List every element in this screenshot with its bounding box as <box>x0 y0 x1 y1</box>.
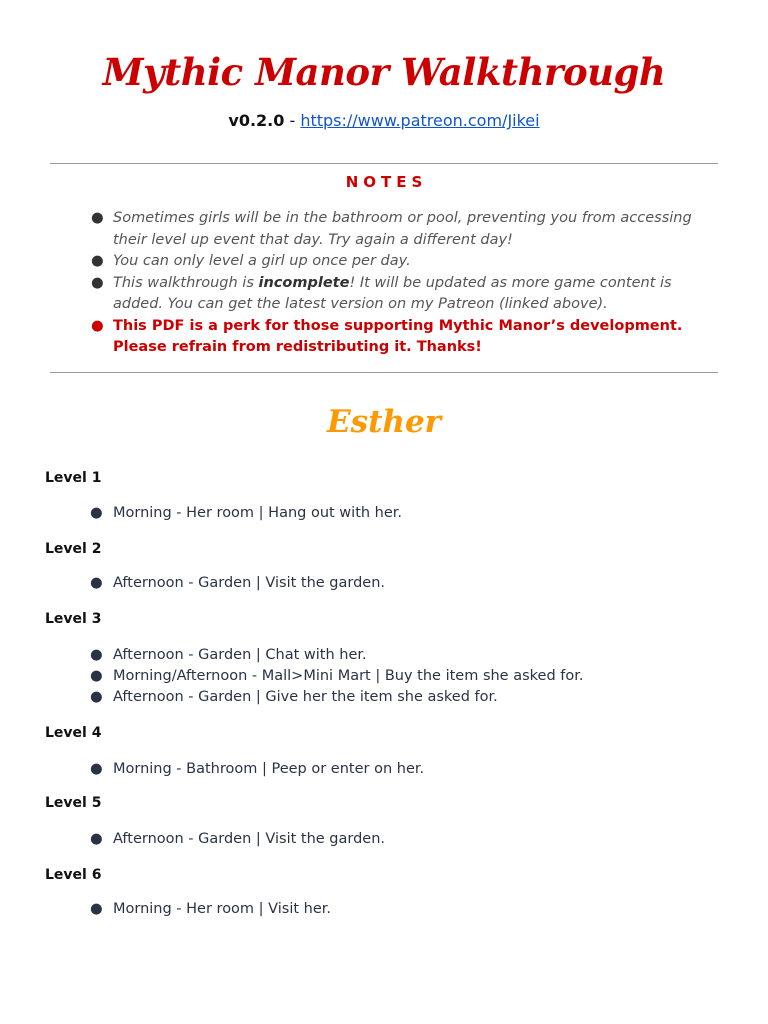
step-text: Afternoon - Garden | Visit the garden. <box>113 831 386 847</box>
step-list <box>90 829 385 850</box>
level-heading: Level 5 <box>45 795 102 811</box>
bullet-icon: ● <box>90 761 103 777</box>
notes-list <box>50 208 725 359</box>
step-text: Morning - Her room | Visit her. <box>113 901 332 917</box>
step-list <box>90 645 584 708</box>
note-text-pre: This walkthrough is <box>113 274 259 291</box>
bullet-icon: ● <box>90 901 103 917</box>
note-text-emphasis: incomplete <box>258 274 350 291</box>
level-heading: Level 1 <box>45 470 102 486</box>
step-item <box>90 645 584 666</box>
bullet-icon: ● <box>90 647 103 663</box>
step-text: Morning - Her room | Hang out with her. <box>113 505 403 521</box>
step-text: Morning/Afternoon - Mall>Mini Mart | Buy the item she asked for. <box>113 668 584 684</box>
note-item <box>50 251 725 273</box>
step-text: Afternoon - Garden | Give her the item she asked for. <box>113 689 498 705</box>
step-list <box>90 759 424 780</box>
step-text: Afternoon - Garden | Chat with her. <box>113 647 367 663</box>
step-list <box>90 503 402 524</box>
step-text: Afternoon - Garden | Visit the garden. <box>113 575 386 591</box>
notes-heading: NOTES <box>345 173 428 191</box>
note-text: This PDF is a perk for those supporting Mythic Manor’s development. Please refrain from redistributing it. Thanks! <box>113 317 683 355</box>
bullet-icon: ● <box>90 575 103 591</box>
level-heading: Level 6 <box>45 867 102 883</box>
patreon-link[interactable]: https://www.patreon.com/Jikei <box>300 111 540 130</box>
level-heading: Level 4 <box>45 725 102 741</box>
note-item-warning <box>50 316 725 359</box>
bullet-icon: ● <box>91 253 104 269</box>
step-item <box>90 759 424 780</box>
step-item <box>90 687 584 708</box>
version-number: v0.2.0 <box>228 111 285 130</box>
note-text-post: ! It will be updated as more game content is added. You can get the latest version on my Patreon (linked above). <box>113 274 672 312</box>
bullet-icon: ● <box>91 317 104 334</box>
step-item <box>90 503 402 524</box>
top-divider <box>50 163 718 164</box>
step-item <box>90 573 385 594</box>
bullet-icon: ● <box>90 689 103 705</box>
document-title: Mythic Manor Walkthrough <box>102 50 666 94</box>
note-text: You can only level a girl up once per day. <box>113 253 411 269</box>
bullet-icon: ● <box>91 210 104 226</box>
note-item <box>50 273 725 316</box>
level-heading: Level 2 <box>45 541 102 557</box>
bullet-icon: ● <box>90 505 103 521</box>
version-separator: - <box>284 111 301 130</box>
level-heading: Level 3 <box>45 611 102 627</box>
bullet-icon: ● <box>90 831 103 847</box>
character-name: Esther <box>327 404 441 440</box>
step-list <box>90 573 385 594</box>
step-list <box>90 899 331 920</box>
bullet-icon: ● <box>91 274 104 291</box>
version-line <box>0 111 768 130</box>
note-text: Sometimes girls will be in the bathroom or pool, preventing you from accessing their level up event that day. Try again a different day! <box>113 210 692 248</box>
step-item <box>90 829 385 850</box>
bullet-icon: ● <box>90 668 103 684</box>
note-item <box>50 208 725 251</box>
bottom-divider <box>50 372 718 373</box>
step-item <box>90 899 331 920</box>
step-text: Morning - Bathroom | Peep or enter on her. <box>113 761 425 777</box>
step-item <box>90 666 584 687</box>
